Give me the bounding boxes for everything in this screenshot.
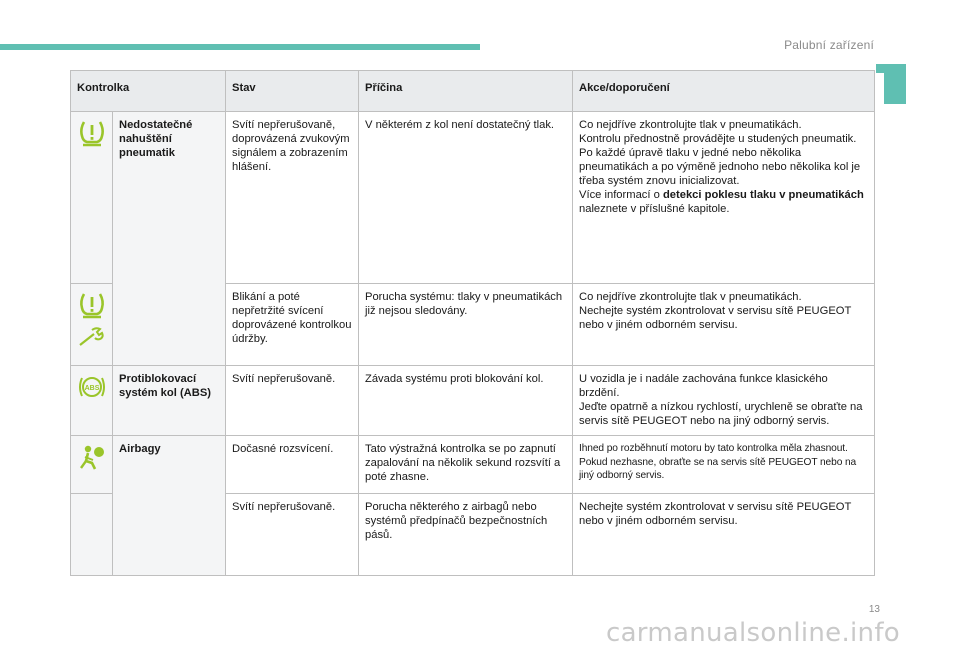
- tyre-pressure-fault-icon: [77, 290, 107, 320]
- airbag-r1-stav: Dočasné rozsvícení.: [226, 436, 359, 494]
- tyre-r2-stav: Blikání a poté nepřetržité svícení doprovázené kontrolkou údržby.: [226, 284, 359, 366]
- header-pricina: Příčina: [359, 71, 573, 112]
- wrench-service-icon: [77, 326, 107, 348]
- tyre-pressure-name: Nedostatečné nahuštění pneumatik: [113, 112, 226, 366]
- abs-akce: [573, 366, 875, 436]
- airbag-r2-stav: Svítí nepřerušovaně.: [226, 494, 359, 576]
- table-header-row: [71, 71, 875, 112]
- airbag-r2-akce: Nechejte systém zkontrolovat v servisu sítě PEUGEOT nebo v jiném odborném servisu.: [573, 494, 875, 576]
- tyre-r1-stav: Svítí nepřerušovaně, doprovázená zvukovým signálem a zobrazením hlášení.: [226, 112, 359, 284]
- abs-akce-line: U vozidla je i nadále zachována funkce klasického brzdění.: [579, 373, 828, 399]
- tyre-r1-akce-line: Po každé úpravě tlaku v jedné nebo několika pneumatikách a po výměně jednoho nebo několika kol je třeba systém znovu inicializovat.: [579, 147, 861, 187]
- abs-akce-line: Jeďte opatrně a nízkou rychlostí, urychleně se obraťte na servis sítě PEUGEOT nebo na jiný odborný servis.: [579, 401, 863, 427]
- tyre-r2-pricina: Porucha systému: tlaky v pneumatikách již nejsou sledovány.: [359, 284, 573, 366]
- tyre-r1-pricina: V některém z kol není dostatečný tlak.: [359, 112, 573, 284]
- icon-cell: [71, 436, 113, 494]
- chapter-number-marker: [884, 64, 906, 104]
- abs-pricina: Závada systému proti blokování kol.: [359, 366, 573, 436]
- tyre-r2-akce-line: Nechejte systém zkontrolovat v servisu sítě PEUGEOT nebo v jiném odborném servisu.: [579, 305, 852, 331]
- tyre-r1-akce: [573, 112, 875, 284]
- tyre-r1-akce-line: [579, 188, 868, 216]
- abs-stav: Svítí nepřerušovaně.: [226, 366, 359, 436]
- tyre-r2-akce: [573, 284, 875, 366]
- airbag-name: Airbagy: [113, 436, 226, 576]
- header-akce: Akce/doporučení: [573, 71, 875, 112]
- table-row: [71, 366, 875, 436]
- watermark: carmanualsonline.info: [605, 618, 900, 648]
- airbag-r1-pricina: Tato výstražná kontrolka se po zapnutí zapalování na několik sekund rozsvítí a poté zhasne.: [359, 436, 573, 494]
- top-accent-bar: [0, 44, 480, 50]
- header-stav: Stav: [226, 71, 359, 112]
- abs-name: Protiblokovací systém kol (ABS): [113, 366, 226, 436]
- header-kontrolka: Kontrolka: [71, 71, 226, 112]
- warning-lights-table: [70, 70, 875, 576]
- airbag-r1-akce: Ihned po rozběhnutí motoru by tato kontrolka měla zhasnout. Pokud nezhasne, obraťte se na servis sítě PEUGEOT nebo na jiný odborný servis.: [573, 436, 875, 494]
- icon-cell: [71, 366, 113, 436]
- section-title: Palubní zařízení: [784, 38, 874, 52]
- icon-cell: [71, 284, 113, 366]
- akce-text: naleznete v příslušné kapitole.: [579, 203, 730, 215]
- table-row: [71, 112, 875, 284]
- airbag-r2-pricina: Porucha některého z airbagů nebo systémů předpínačů bezpečnostních pásů.: [359, 494, 573, 576]
- tyre-r1-akce-line: Co nejdříve zkontrolujte tlak v pneumatikách.: [579, 119, 802, 131]
- akce-text: Více informací o: [579, 189, 663, 201]
- airbag-warning-icon: [77, 442, 107, 472]
- abs-warning-icon: [77, 372, 107, 402]
- table-row: [71, 436, 875, 494]
- tyre-r1-akce-line: Kontrolu přednostně provádějte u studených pneumatik.: [579, 133, 857, 145]
- icon-cell: [71, 494, 113, 576]
- tyre-pressure-warning-icon: [77, 118, 107, 148]
- akce-bold-ref: detekci poklesu tlaku v pneumatikách: [662, 189, 864, 201]
- page-number: 13: [868, 604, 880, 615]
- tyre-r2-akce-line: Co nejdříve zkontrolujte tlak v pneumatikách.: [579, 291, 802, 303]
- abs-icon-label: ABS: [84, 385, 100, 392]
- icon-cell: [71, 112, 113, 284]
